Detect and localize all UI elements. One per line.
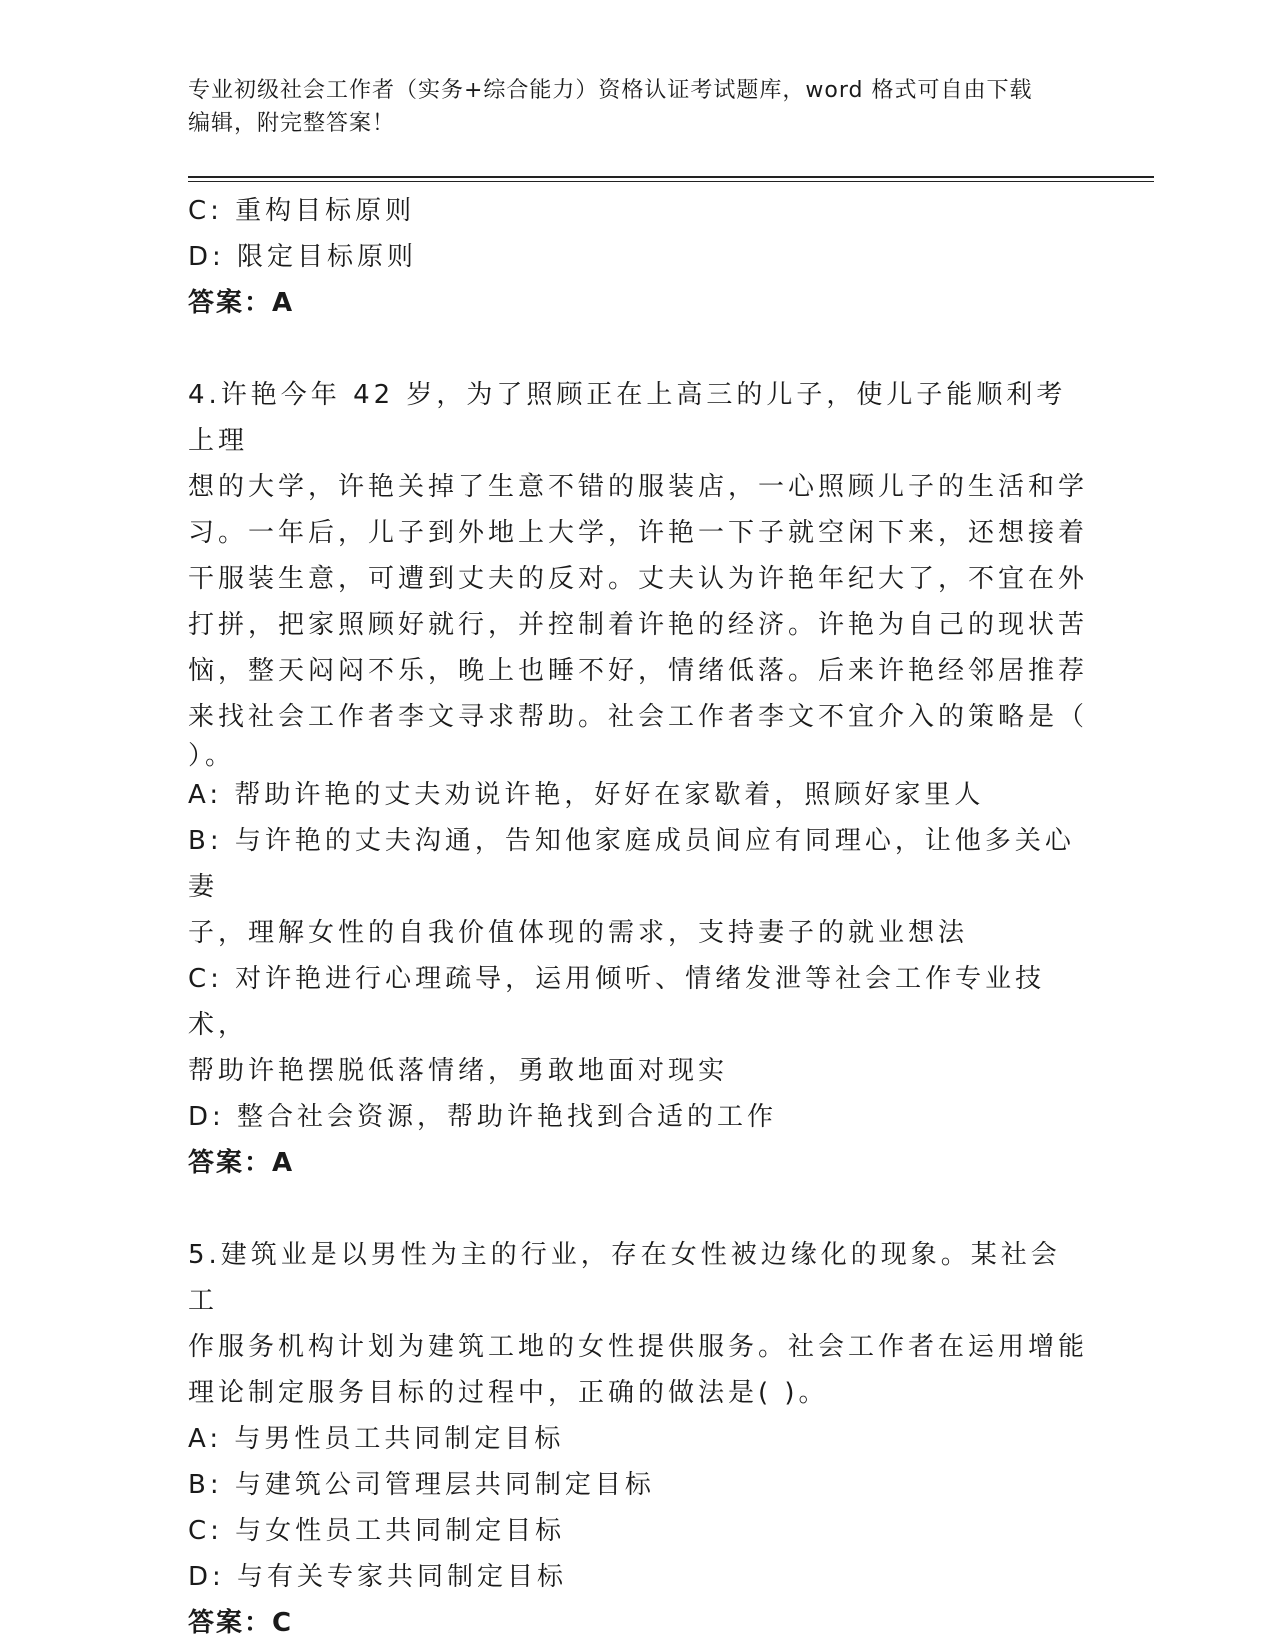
q4-stem-line: 来找社会工作者李文寻求帮助。社会工作者李文不宜介入的策略是（	[188, 702, 1089, 732]
q5-option-b: B: 与建筑公司管理层共同制定目标	[188, 1470, 655, 1500]
header-line-1: 专业初级社会工作者（实务+综合能力）资格认证考试题库，word 格式可自由下载	[188, 78, 1033, 103]
q5-stem-line: 理论制定服务目标的过程中，正确的做法是( )。	[188, 1378, 829, 1408]
question-5	[188, 1232, 1088, 1646]
q5-stem-line: 5.建筑业是以男性为主的行业，存在女性被边缘化的现象。某社会工	[188, 1240, 1061, 1316]
q4-stem-line: 想的大学，许艳关掉了生意不错的服装店，一心照顾儿子的生活和学	[188, 472, 1089, 502]
q5-option-c: C: 与女性员工共同制定目标	[188, 1516, 566, 1546]
q3-answer: 答案：A	[188, 288, 295, 318]
q4-option-c-cont: 帮助许艳摆脱低落情绪，勇敢地面对现实	[188, 1056, 729, 1086]
q4-option-b-cont: 子，理解女性的自我价值体现的需求，支持妻子的就业想法	[188, 918, 969, 948]
q4-stem-line: 干服装生意，可遭到丈夫的反对。丈夫认为许艳年纪大了，不宜在外	[188, 564, 1089, 594]
q4-option-a: A: 帮助许艳的丈夫劝说许艳，好好在家歇着，照顾好家里人	[188, 780, 985, 810]
question-4	[188, 372, 1088, 1186]
q4-option-c: C: 对许艳进行心理疏导，运用倾听、情绪发泄等社会工作专业技术，	[188, 964, 1046, 1040]
q5-stem-line: 作服务机构计划为建筑工地的女性提供服务。社会工作者在运用增能	[188, 1332, 1089, 1362]
q4-stem-line: 习。一年后，儿子到外地上大学，许艳一下子就空闲下来，还想接着	[188, 518, 1089, 548]
q3-option-d: D: 限定目标原则	[188, 242, 418, 272]
q5-option-d: D: 与有关专家共同制定目标	[188, 1562, 568, 1592]
q4-answer: 答案：A	[188, 1148, 295, 1178]
header-line-2: 编辑，附完整答案！	[188, 111, 396, 136]
header-rule-thin	[188, 181, 1154, 182]
q3-option-c: C: 重构目标原则	[188, 196, 416, 226]
header-rule-thick	[188, 176, 1154, 178]
question-content	[188, 188, 1088, 1646]
question-3	[188, 188, 1088, 326]
spacer	[188, 326, 1088, 372]
document-header	[188, 74, 1088, 140]
q4-option-d: D: 整合社会资源，帮助许艳找到合适的工作	[188, 1102, 778, 1132]
q5-option-a: A: 与男性员工共同制定目标	[188, 1424, 565, 1454]
q4-stem-line: 恼，整天闷闷不乐，晚上也睡不好，情绪低落。后来许艳经邻居推荐	[188, 656, 1089, 686]
q4-stem-line: 打拼，把家照顾好就行，并控制着许艳的经济。许艳为自己的现状苦	[188, 610, 1089, 640]
spacer	[188, 1186, 1088, 1232]
q4-stem-line: ）。	[188, 741, 236, 771]
q4-stem-line: 4.许艳今年 42 岁，为了照顾正在上高三的儿子，使儿子能顺利考上理	[188, 380, 1067, 456]
q4-option-b: B: 与许艳的丈夫沟通，告知他家庭成员间应有同理心，让他多关心妻	[188, 826, 1075, 902]
q5-answer: 答案：C	[188, 1608, 294, 1638]
